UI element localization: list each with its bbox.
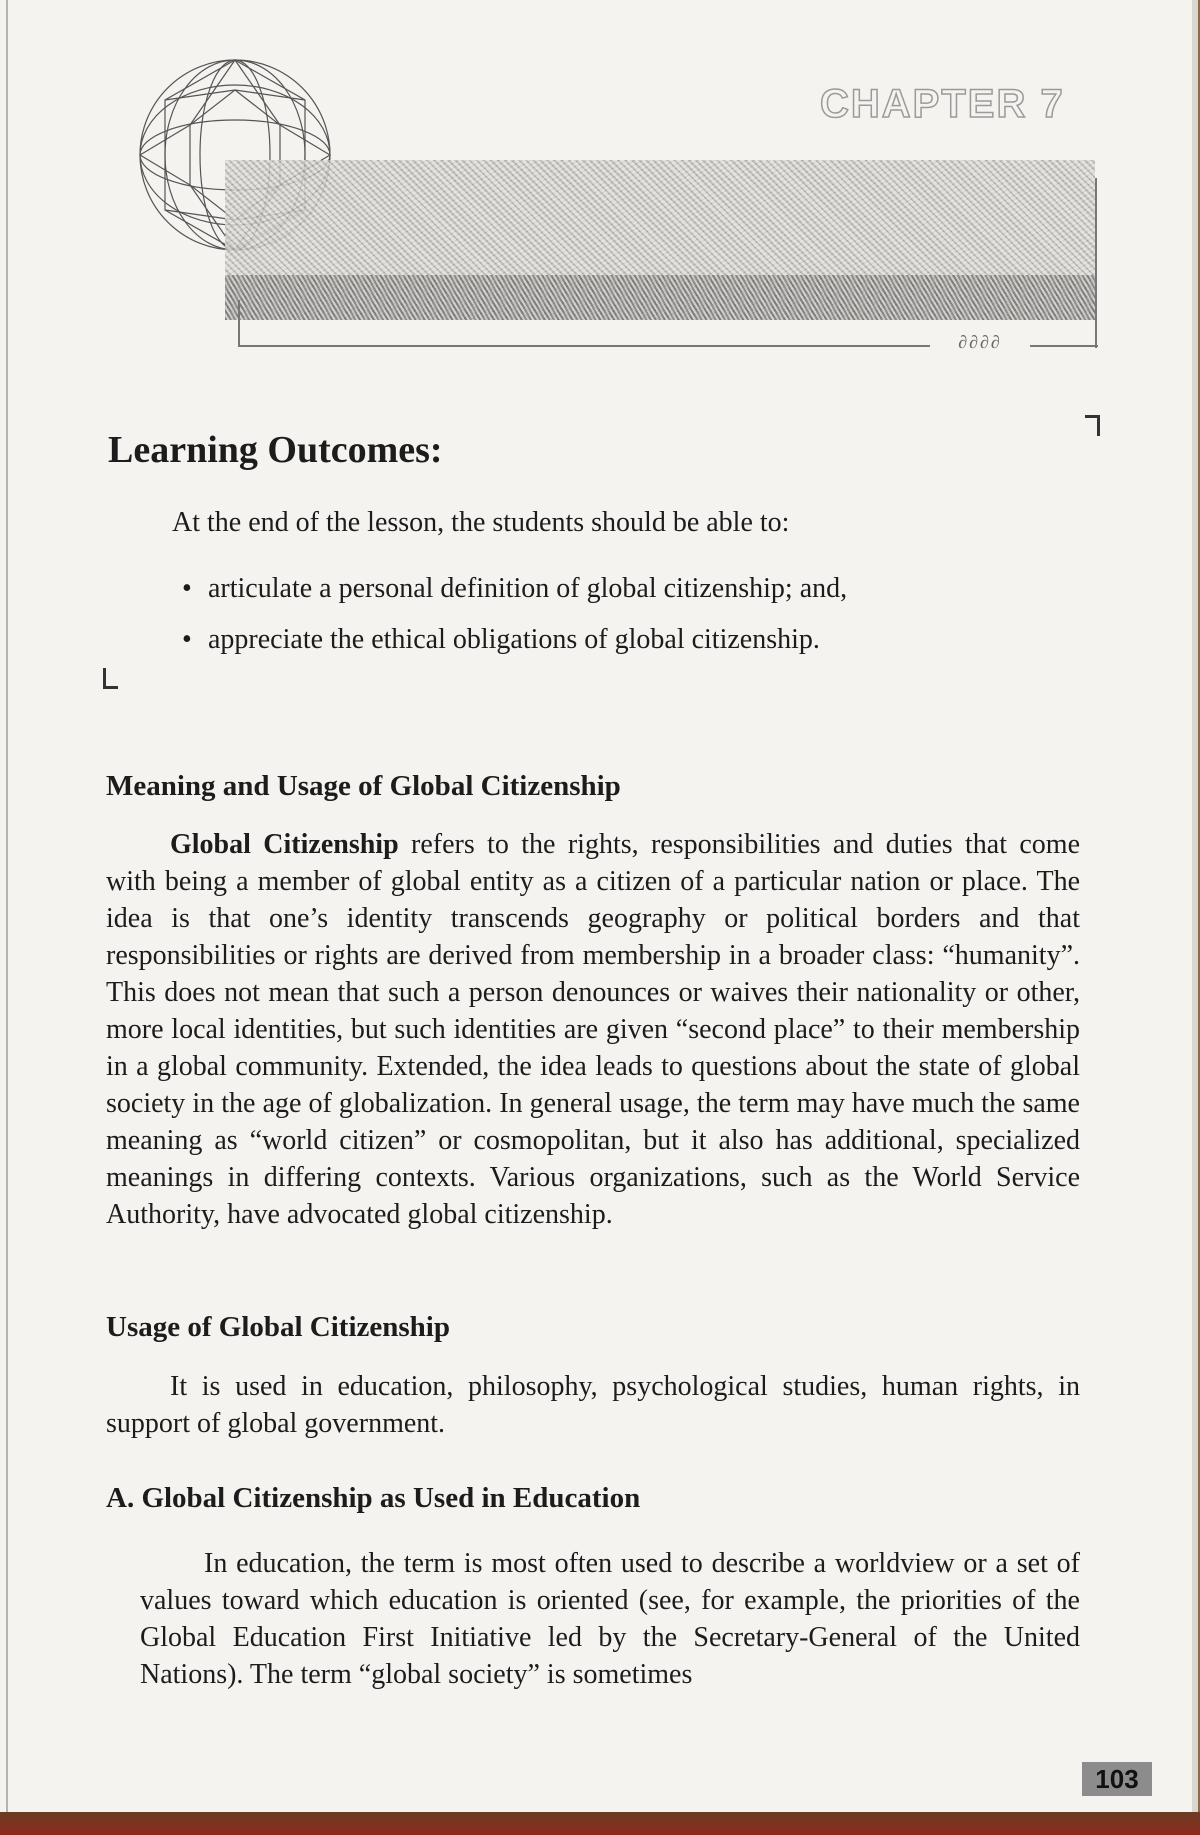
section-heading: A. Global Citizenship as Used in Education [106,1482,641,1514]
list-item-text: appreciate the ethical obligations of global citizenship. [208,624,820,655]
body-paragraph [140,1545,1080,1693]
list-item-text: articulate a personal definition of global citizenship; and, [208,573,848,604]
learning-outcomes-intro: At the end of the lesson, the students should be able to: [172,507,790,538]
book-edge [0,1812,1200,1835]
paragraph-text: It is used in education, philosophy, psychological studies, human rights, in support of global government. [106,1371,1080,1439]
banner-frame-left [238,300,240,346]
corner-bracket-icon [1085,415,1100,436]
chapter-banner-texture [225,275,1095,320]
list-item [182,573,847,605]
banner-ornament-icon: ∂∂∂∂ [930,330,1030,354]
section-heading: Meaning and Usage of Global Citizenship [106,770,621,802]
banner-frame-right [1095,178,1097,348]
page-binding-line [6,0,8,1812]
defined-term: Global Citizenship [170,829,399,860]
bullet-icon: • [182,573,192,604]
body-paragraph [106,826,1080,1233]
list-item [182,624,820,656]
paragraph-text: In education, the term is most often used to describe a worldview or a set of values toward which education is oriented (see, for example, the priorities of the Global Education First Initiative led by the Secretary-General of the United Nations). The term “global society” is sometimes [140,1548,1080,1690]
page-number: 103 [1082,1762,1152,1796]
corner-bracket-icon [103,668,118,689]
learning-outcomes-heading: Learning Outcomes: [108,429,443,471]
chapter-label: CHAPTER 7 [820,82,1065,126]
body-paragraph [106,1368,1080,1442]
section-heading: Usage of Global Citizenship [106,1311,450,1343]
bullet-icon: • [182,624,192,655]
paragraph-text: refers to the rights, responsibilities and duties that come with being a member of global entity as a citizen of a particular nation or place. The idea is that one’s identity transcends geography or political borders and that responsibilities or rights are derived from membership in a broader class: “humanity”. This does not mean that such a person denounces or waives their nationality or other, more local identities, but such identities are given “second place” to their membership in a global community. Extended, the idea leads to questions about the state of global society in the age of globalization. In general usage, the term may have much the same meaning as “world citizen” or cosmopolitan, but it also has additional, specialized meanings in differing contexts. Various organizations, such as the World Service Authority, have advocated global citizenship. [106,829,1080,1230]
